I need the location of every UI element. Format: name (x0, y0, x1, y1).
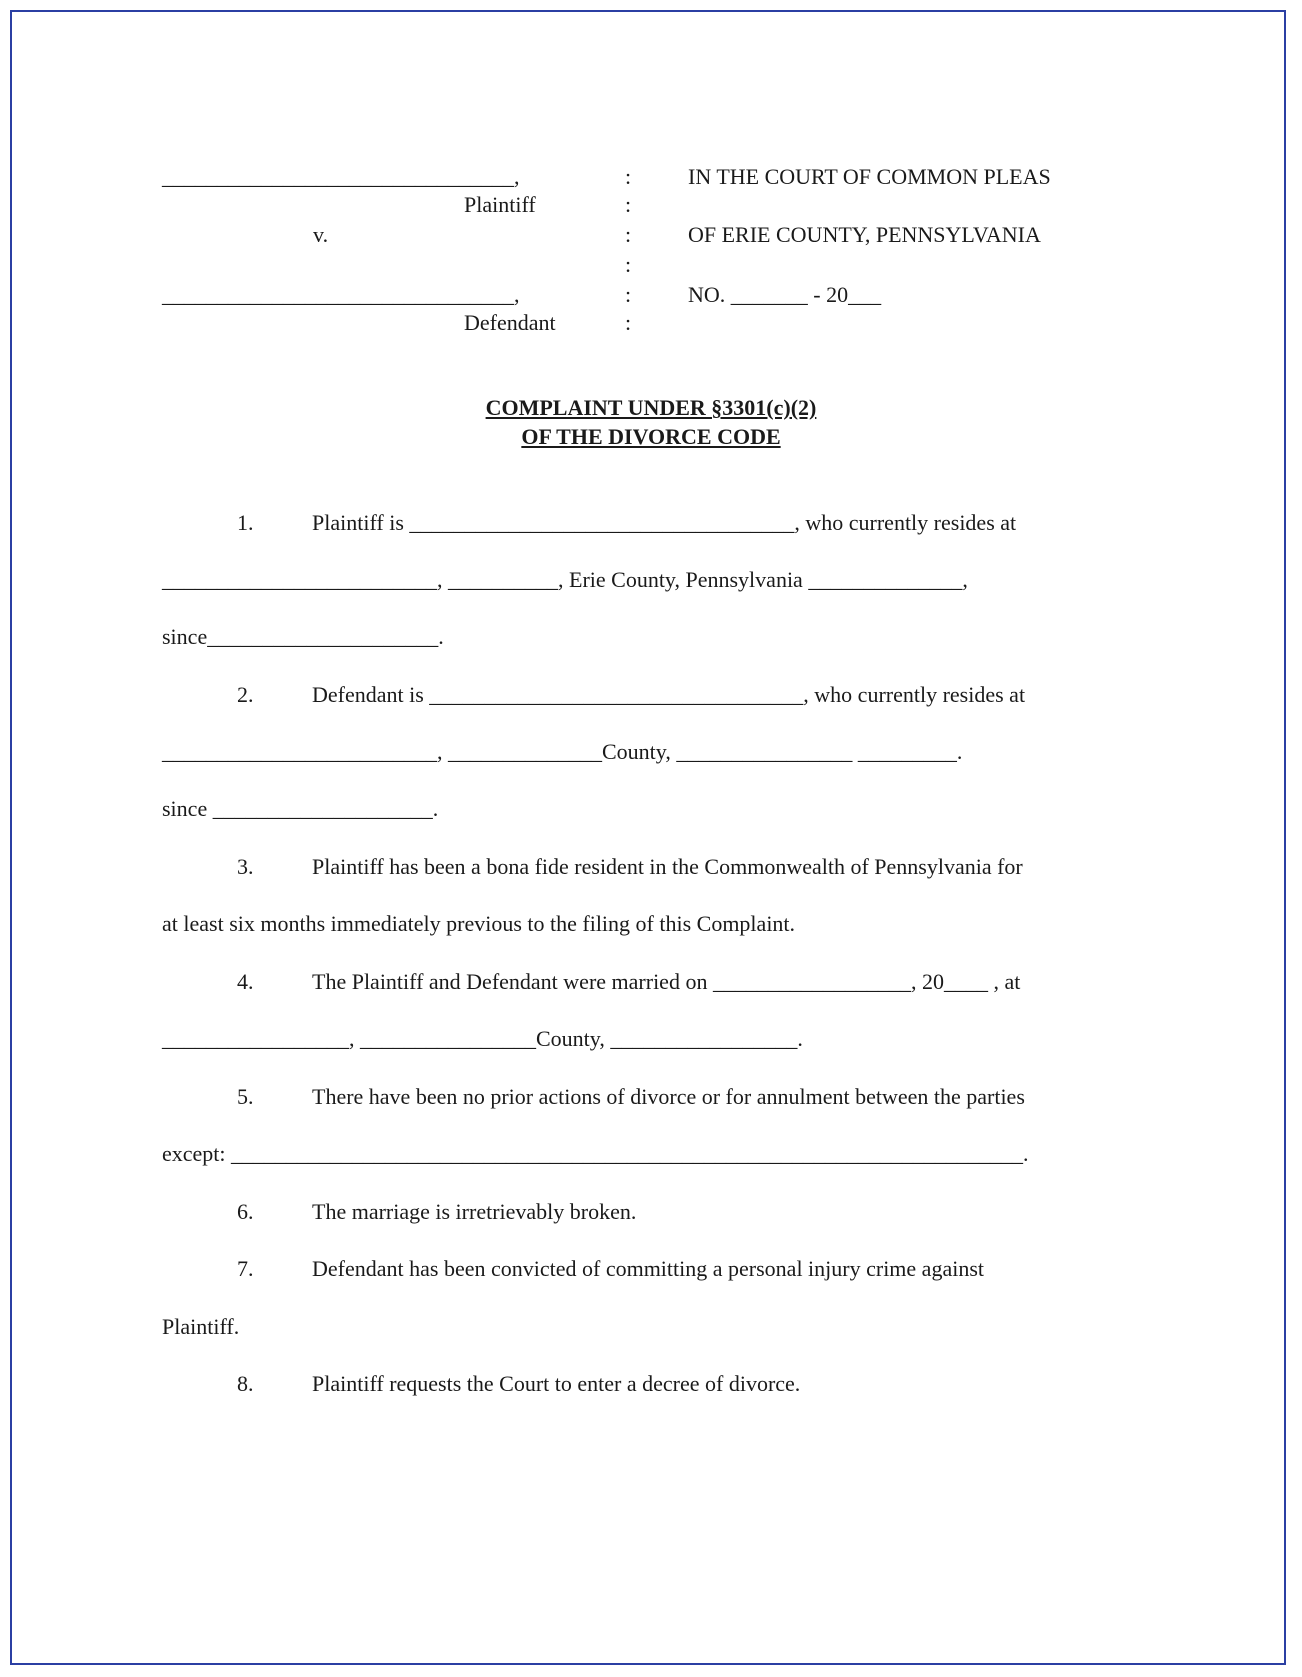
paragraph-number: 2. (237, 682, 254, 707)
paragraph-text: Plaintiff has been a bona fide resident in the Commonwealth of Pennsylvania for (312, 854, 1023, 879)
court-name: IN THE COURT OF COMMON PLEAS (688, 164, 1051, 189)
paragraph-number: 6. (237, 1199, 254, 1224)
paragraph-number: 4. (237, 969, 254, 994)
paragraph-number: 1. (237, 510, 254, 535)
paragraph-number: 5. (237, 1084, 254, 1109)
paragraph-text: The Plaintiff and Defendant were married on __________________, 20____ , at (312, 969, 1021, 994)
paragraph-text: Defendant has been convicted of committing a personal injury crime against (312, 1256, 984, 1281)
paragraph-number: 8. (237, 1371, 254, 1396)
plaintiff-name-blank: ________________________________, (162, 164, 520, 189)
paragraph-text: since_____________________. (162, 624, 444, 649)
document-page (10, 10, 1286, 1665)
defendant-label: Defendant (464, 310, 556, 335)
caption-colon: : (625, 164, 632, 189)
paragraph-text: Plaintiff requests the Court to enter a decree of divorce. (312, 1371, 801, 1396)
versus-label: v. (313, 222, 329, 247)
caption-colon: : (625, 222, 632, 247)
paragraph-text: at least six months immediately previous to the filing of this Complaint. (162, 911, 796, 936)
caption-colon: : (625, 282, 632, 307)
paragraph-text: _________________, ________________County, _________________. (162, 1026, 803, 1051)
paragraph-text: _________________________, ______________County, ________________ _________. (162, 739, 963, 764)
paragraph-text: since ____________________. (162, 796, 439, 821)
paragraph-text: The marriage is irretrievably broken. (312, 1199, 637, 1224)
caption-colon: : (625, 310, 632, 335)
paragraph-number: 3. (237, 854, 254, 879)
caption-colon: : (625, 252, 632, 277)
paragraph-text: _________________________, __________, Erie County, Pennsylvania ______________, (162, 567, 968, 592)
paragraph-number: 7. (237, 1256, 254, 1281)
case-number: NO. _______ - 20___ (688, 282, 882, 307)
complaint-subtitle: OF THE DIVORCE CODE (521, 424, 781, 449)
complaint-title: COMPLAINT UNDER §3301(c)(2) (485, 395, 817, 420)
plaintiff-label: Plaintiff (464, 192, 536, 217)
court-county: OF ERIE COUNTY, PENNSYLVANIA (688, 222, 1041, 247)
paragraph-text: There have been no prior actions of divorce or for annulment between the parties (312, 1084, 1025, 1109)
defendant-name-blank: ________________________________, (162, 282, 520, 307)
paragraph-text: except: ________________________________________________________________________. (162, 1141, 1029, 1166)
paragraph-text: Plaintiff is ___________________________________, who currently resides at (312, 510, 1017, 535)
paragraph-text: Plaintiff. (162, 1314, 240, 1339)
caption-colon: : (625, 192, 632, 217)
paragraph-text: Defendant is __________________________________, who currently resides at (312, 682, 1026, 707)
